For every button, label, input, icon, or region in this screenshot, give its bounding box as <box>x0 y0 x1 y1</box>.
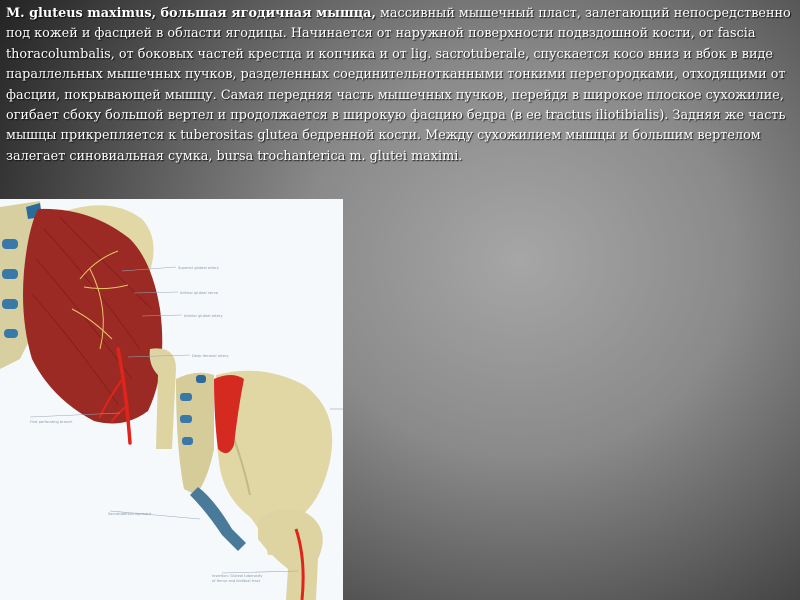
anatomy-illustration <box>0 199 343 600</box>
slide-text <box>6 4 794 167</box>
label-insertion-line2: of femur and iliotibial tract <box>212 579 261 583</box>
label-sacrotuberous-ligament: Sacrotuberous ligament <box>108 512 152 516</box>
slide-text-lead: M. gluteus maximus, большая ягодичная мышца, <box>6 6 376 21</box>
label-superior-gluteal-artery: Superior gluteal artery <box>178 266 219 270</box>
slide-text-body: массивный мышечный пласт, залегающий непосредственно под кожей и фасцией в области ягодицы. Начинается от наружной поверхности подвздошной кости, от fascia thoracolumbalis, от боковых частей крестца и копчика и от lig. sacrotuberale, спускается косо вниз и вбок в виде параллельных мышечных пучков, разделенных соединительнотканными тонкими перегородками, отходящими от фасции, покрывающей мышцу. Самая передняя часть мышечных пучков, перейдя в широкое плоское сухожилие, огибает сбоку большой вертел и продолжается в широкую фасцию бедра (в ее tractus iliotibialis). Задняя же часть мышцы прикрепляется к tuberositas glutea бедренной кости. Между сухожилием мышцы и большим вертелом залегает синовиальная сумка, bursa trochanterica m. glutei maximi. <box>6 6 791 164</box>
label-first-perforating-branch: First perforating branch <box>30 420 73 424</box>
label-inferior-gluteal-artery: Inferior gluteal artery <box>184 314 223 318</box>
label-insertion-line1: Insertion: Gluteal tuberosity <box>212 574 263 578</box>
label-inferior-gluteal-nerve: Inferior gluteal nerve <box>180 291 218 295</box>
label-deep-femoral-artery: Deep femoral artery <box>192 354 229 358</box>
